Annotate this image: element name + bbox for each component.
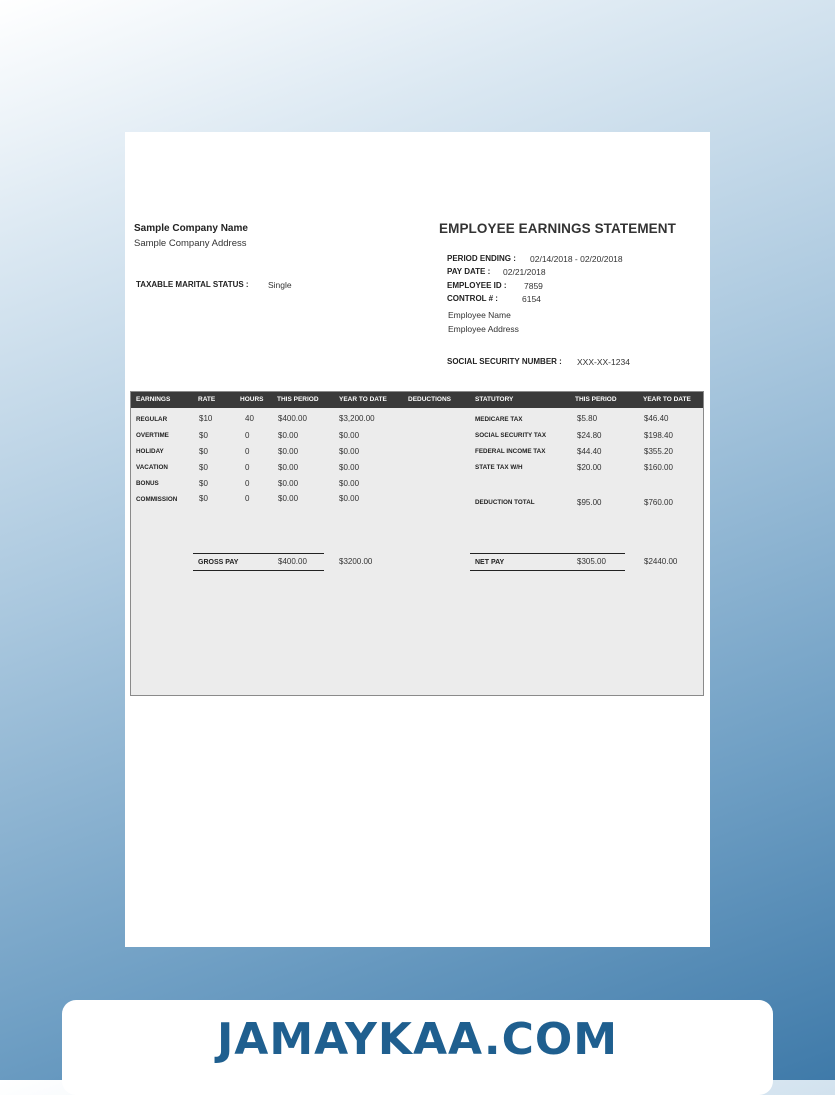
earnings-table: EARNINGS RATE HOURS THIS PERIOD YEAR TO DATE DEDUCTIONS STATUTORY THIS PERIOD YEAR TO DATE REGULAR $10 40 $400.00 $3,200.00 OVERTIME $0 0 $0.00 $0.00 HOLIDAY $0 0 $0.00 $0.00 VACATION $0 0 $0.00 $0.00 BONUS $0 0 $0.00 $0.00 COMMISSION $0 0 $0.00 $0.00 MEDICARE TAX $5.80 $46.40 SOCIAL SECURITY TAX $24.80 $198.40 FEDERAL INCOME TAX $44.40 $355.20 STATE TAX W/H $20.00 $160.00 DEDUCTION TOTAL $95.00 $760.00 GROSS PAY $400.00 $3200.00 NET PAY $305.00 $2440.00 — [130, 391, 704, 696]
col-statutory: STATUTORY — [475, 396, 514, 403]
net-pay-ytd: $2440.00 — [644, 557, 678, 566]
company-address: Sample Company Address — [134, 238, 247, 249]
marital-status-value: Single — [268, 280, 292, 290]
company-name: Sample Company Name — [134, 223, 248, 234]
gross-pay-label: GROSS PAY — [198, 559, 239, 566]
employee-name: Employee Name — [448, 310, 511, 320]
gross-pay-bottom-rule — [193, 570, 324, 571]
earnings-statement-document — [125, 132, 710, 947]
control-number-value: 6154 — [522, 294, 541, 304]
net-pay-this-period: $305.00 — [577, 557, 606, 566]
col-year-to-date: YEAR TO DATE — [339, 396, 387, 403]
period-ending-label: PERIOD ENDING : — [447, 254, 516, 263]
col-deductions: DEDUCTIONS — [408, 396, 451, 403]
site-brand-logo: JAMAYKAA.COM — [216, 1014, 619, 1065]
pay-date-value: 02/21/2018 — [503, 267, 546, 277]
period-ending-value: 02/14/2018 - 02/20/2018 — [530, 254, 623, 264]
net-pay-bottom-rule — [470, 570, 625, 571]
net-pay-label: NET PAY — [475, 559, 505, 566]
col-stat-this-period: THIS PERIOD — [575, 396, 617, 403]
employee-address: Employee Address — [448, 324, 519, 334]
net-pay-top-rule — [470, 553, 625, 554]
employee-id-value: 7859 — [524, 281, 543, 291]
pay-date-label: PAY DATE : — [447, 267, 491, 276]
employee-id-label: EMPLOYEE ID : — [447, 281, 507, 290]
document-title: EMPLOYEE EARNINGS STATEMENT — [439, 221, 676, 236]
col-hours: HOURS — [240, 396, 264, 403]
table-header — [131, 392, 703, 408]
gross-pay-top-rule — [193, 553, 324, 554]
col-rate: RATE — [198, 396, 216, 403]
marital-status-label: TAXABLE MARITAL STATUS : — [136, 280, 249, 289]
gross-pay-this-period: $400.00 — [278, 557, 307, 566]
footer-banner — [62, 1000, 773, 1095]
control-number-label: CONTROL # : — [447, 294, 498, 303]
col-earnings: EARNINGS — [136, 396, 171, 403]
ssn-label: SOCIAL SECURITY NUMBER : — [447, 357, 562, 366]
col-stat-year-to-date: YEAR TO DATE — [643, 396, 691, 403]
ssn-value: XXX-XX-1234 — [577, 357, 630, 367]
gross-pay-ytd: $3200.00 — [339, 557, 373, 566]
col-this-period: THIS PERIOD — [277, 396, 319, 403]
